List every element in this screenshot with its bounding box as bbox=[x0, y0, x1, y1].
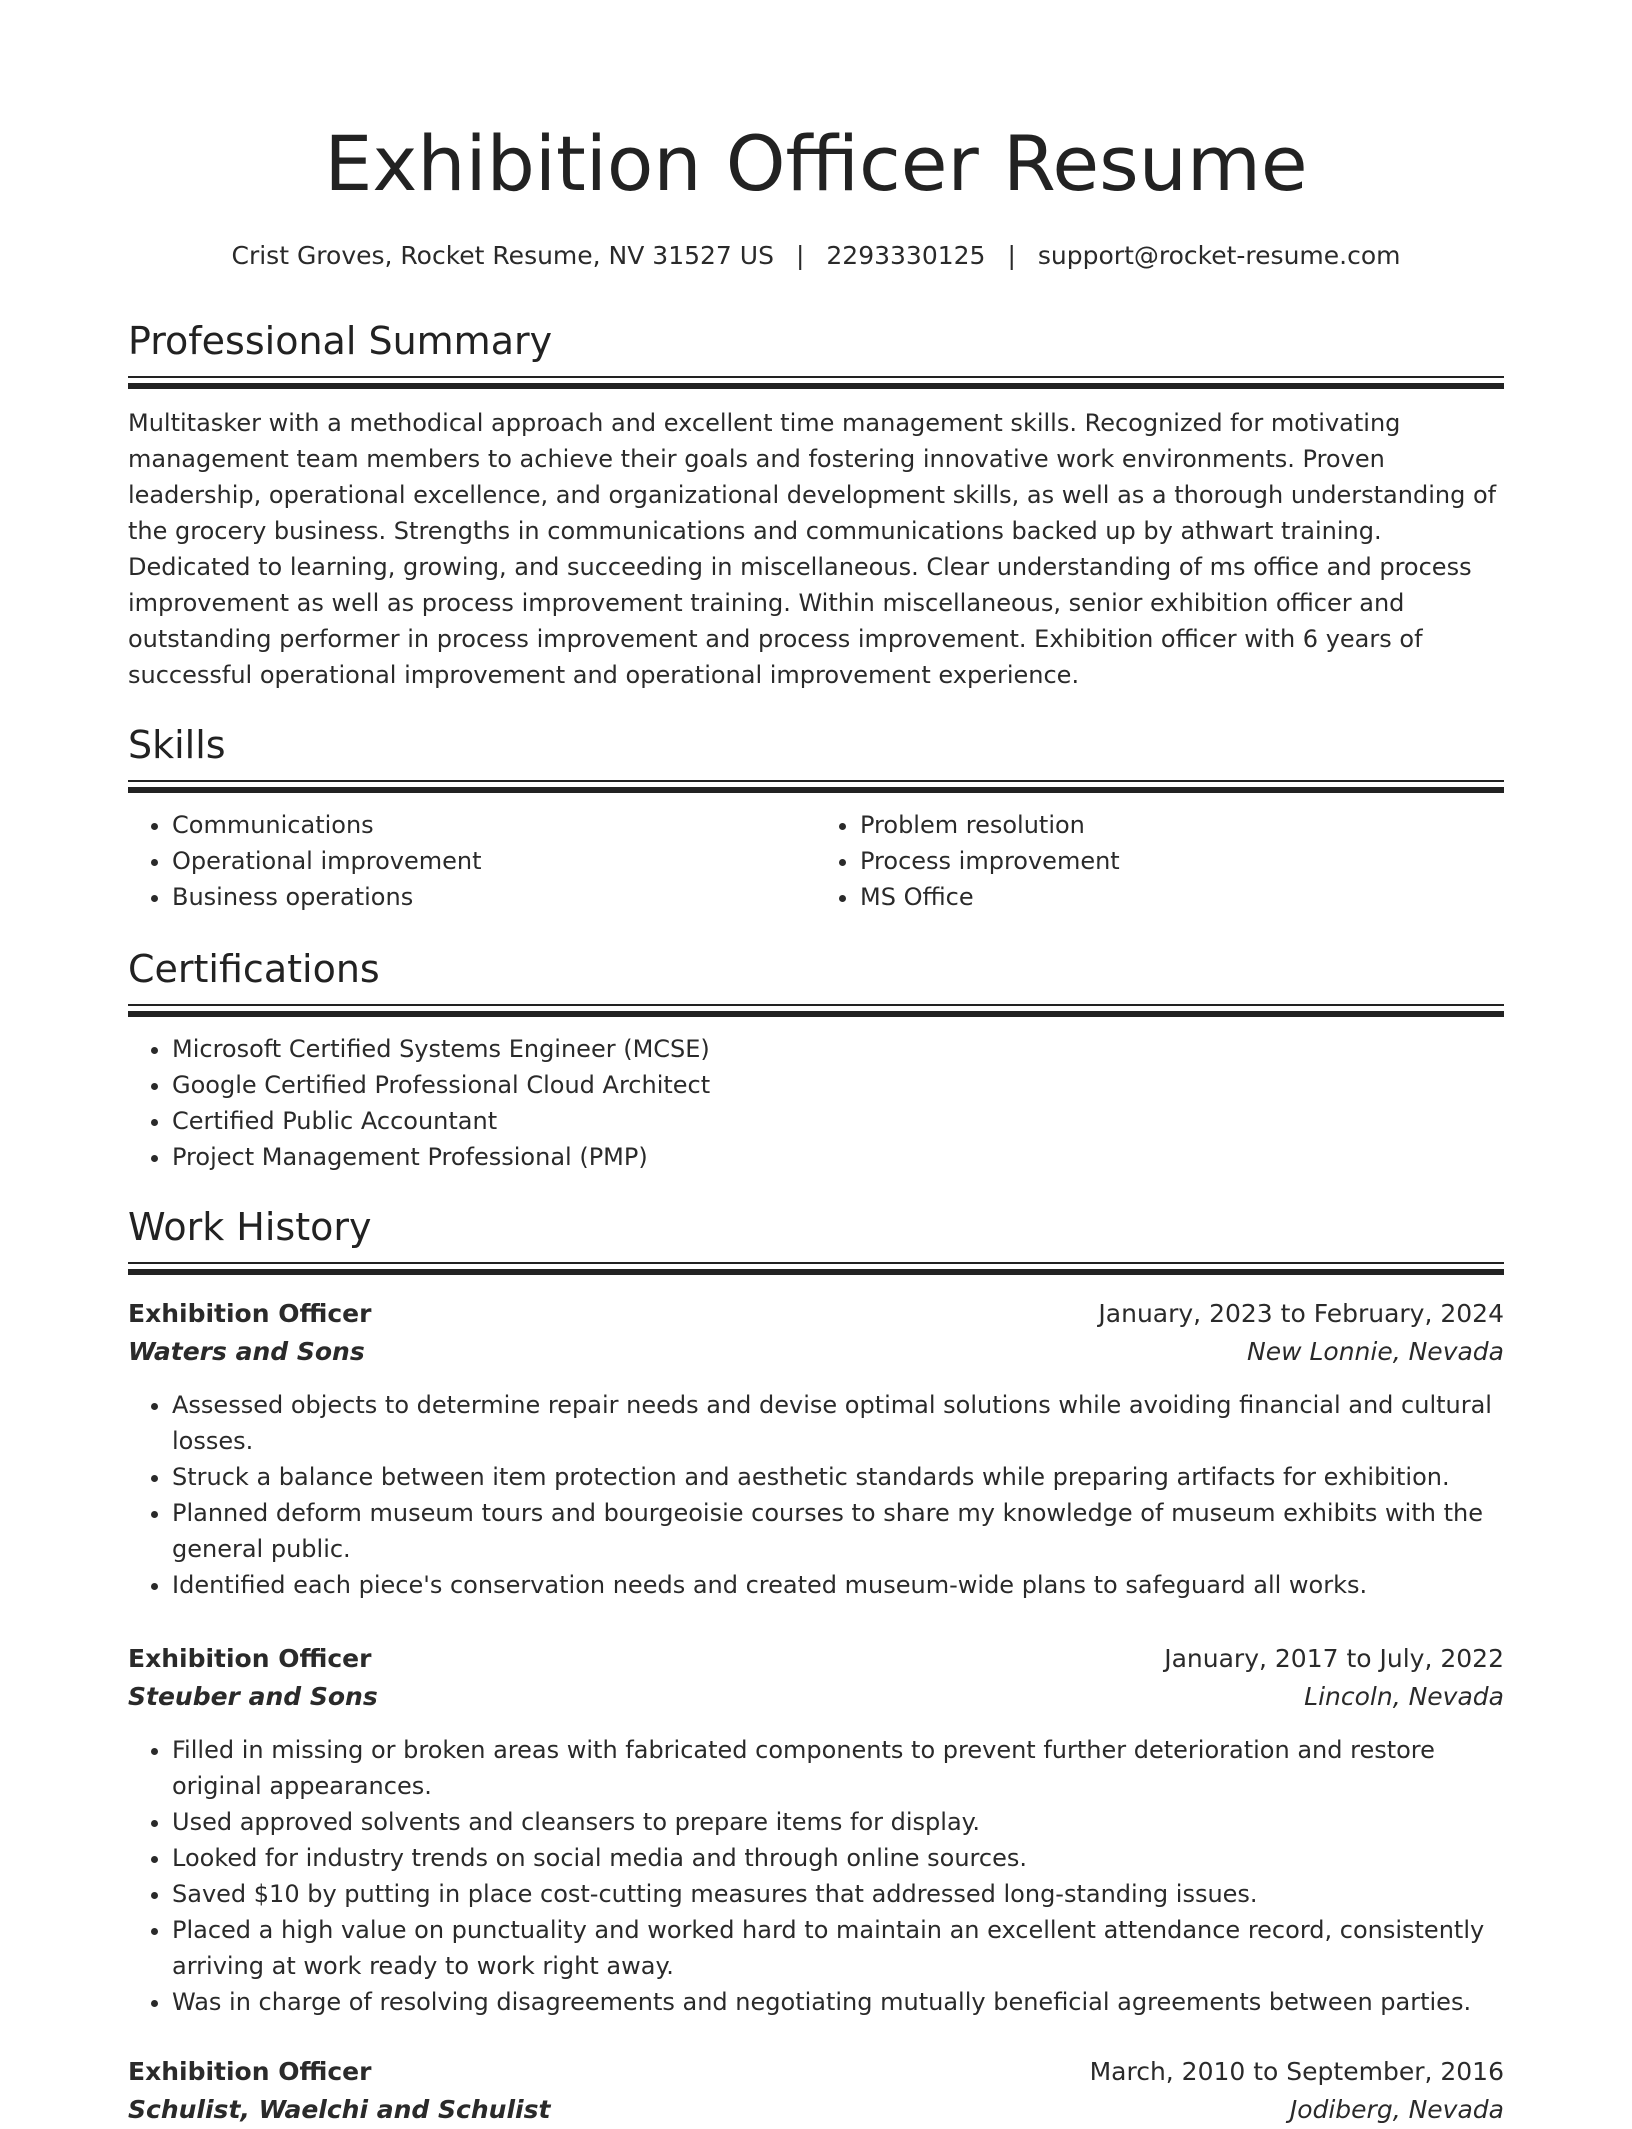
skill-item: • Problem resolution bbox=[860, 807, 1504, 843]
job-title: Exhibition Officer bbox=[128, 1299, 372, 1328]
skills-section bbox=[128, 722, 1504, 915]
job-subheader bbox=[128, 2091, 1504, 2129]
certification-item: • Project Management Professional (PMP) bbox=[172, 1139, 1504, 1175]
work-history-heading: Work History bbox=[128, 1205, 372, 1249]
skills-list-right bbox=[816, 807, 1504, 915]
job-subheader bbox=[128, 1333, 1504, 1371]
job-duty-item: • Placed a high value on punctuality and worked hard to maintain an excellent attendance record, consistently arriving at work ready to work right away. bbox=[172, 1912, 1504, 1984]
certification-item: • Microsoft Certified Systems Engineer (MCSE) bbox=[172, 1031, 1504, 1067]
job-location: Lincoln, Nevada bbox=[1304, 1682, 1504, 1711]
summary-text: Multitasker with a methodical approach and excellent time management skills. Recognized for motivating management team members to achieve their goals and fostering innovative work environments. Proven leadership, operational excellence, and organizational development skills, as well as a thorough understanding of the grocery business. Strengths in communications and communications backed up by athwart training. Dedicated to learning, growing, and succeeding in miscellaneous. Clear understanding of ms office and process improvement as well as process improvement training. Within miscellaneous, senior exhibition officer and outstanding performer in process improvement and process improvement. Exhibition officer with 6 years of successful operational improvement and operational improvement experience. bbox=[128, 409, 1497, 689]
contact-phone: 2293330125 bbox=[826, 241, 986, 270]
certifications-heading: Certifications bbox=[128, 947, 380, 991]
contact-line bbox=[128, 240, 1504, 272]
skills-list-left bbox=[128, 807, 816, 915]
job-company: Steuber and Sons bbox=[128, 1682, 378, 1711]
skills-heading: Skills bbox=[128, 723, 226, 767]
contact-address: Crist Groves, Rocket Resume, NV 31527 US bbox=[231, 241, 774, 270]
skill-item: • Operational improvement bbox=[172, 843, 816, 879]
job-entry bbox=[128, 2053, 1504, 2129]
job-title: Exhibition Officer bbox=[128, 2057, 372, 2086]
section-divider bbox=[128, 1004, 1504, 1017]
job-header bbox=[128, 1640, 1504, 1678]
summary-heading: Professional Summary bbox=[128, 319, 553, 363]
contact-separator: | bbox=[795, 241, 805, 270]
job-dates: March, 2010 to September, 2016 bbox=[1089, 2057, 1504, 2086]
job-dates: January, 2017 to July, 2022 bbox=[1164, 1644, 1504, 1673]
skill-item: • Communications bbox=[172, 807, 816, 843]
section-divider bbox=[128, 1262, 1504, 1275]
certification-item: • Certified Public Accountant bbox=[172, 1103, 1504, 1139]
job-duty-item: • Assessed objects to determine repair needs and devise optimal solutions while avoiding financial and cultural losses. bbox=[172, 1387, 1504, 1459]
section-divider bbox=[128, 376, 1504, 389]
job-duties bbox=[128, 1732, 1504, 2020]
job-dates: January, 2023 to February, 2024 bbox=[1098, 1299, 1504, 1328]
job-entry bbox=[128, 1295, 1504, 1603]
skills-grid bbox=[128, 807, 1504, 915]
job-title: Exhibition Officer bbox=[128, 1644, 372, 1673]
job-duty-item: • Saved $10 by putting in place cost-cutting measures that addressed long-standing issues. bbox=[172, 1876, 1504, 1912]
contact-separator: | bbox=[1007, 241, 1016, 270]
contact-email: support@rocket-resume.com bbox=[1037, 241, 1401, 270]
certification-item: • Google Certified Professional Cloud Architect bbox=[172, 1067, 1504, 1103]
section-divider bbox=[128, 780, 1504, 793]
certifications-section bbox=[128, 946, 1504, 1175]
page-title: Exhibition Officer Resume bbox=[324, 119, 1308, 208]
job-duty-item: • Looked for industry trends on social media and through online sources. bbox=[172, 1840, 1504, 1876]
work-history-section bbox=[128, 1204, 1504, 1275]
job-company: Waters and Sons bbox=[128, 1337, 365, 1366]
job-duty-item: • Identified each piece's conservation needs and created museum-wide plans to safeguard all works. bbox=[172, 1567, 1504, 1603]
job-subheader bbox=[128, 1678, 1504, 1716]
certifications-list bbox=[128, 1031, 1504, 1175]
job-location: New Lonnie, Nevada bbox=[1247, 1337, 1504, 1366]
skill-item: • Process improvement bbox=[860, 843, 1504, 879]
job-header bbox=[128, 2053, 1504, 2091]
job-duty-item: • Planned deform museum tours and bourgeoisie courses to share my knowledge of museum exhibits with the general public. bbox=[172, 1495, 1504, 1567]
summary-section bbox=[128, 318, 1504, 693]
job-entry bbox=[128, 1640, 1504, 2020]
job-header bbox=[128, 1295, 1504, 1333]
skill-item: • Business operations bbox=[172, 879, 816, 915]
job-duty-item: • Filled in missing or broken areas with fabricated components to prevent further deterioration and restore original appearances. bbox=[172, 1732, 1504, 1804]
skill-item: • MS Office bbox=[860, 879, 1504, 915]
job-duties bbox=[128, 1387, 1504, 1603]
job-duty-item: • Struck a balance between item protection and aesthetic standards while preparing artifacts for exhibition. bbox=[172, 1459, 1504, 1495]
job-location: Jodiberg, Nevada bbox=[1289, 2095, 1504, 2124]
job-duty-item: • Was in charge of resolving disagreements and negotiating mutually beneficial agreements between parties. bbox=[172, 1984, 1504, 2020]
job-duty-item: • Used approved solvents and cleansers to prepare items for display. bbox=[172, 1804, 1504, 1840]
job-company: Schulist, Waelchi and Schulist bbox=[128, 2095, 551, 2124]
